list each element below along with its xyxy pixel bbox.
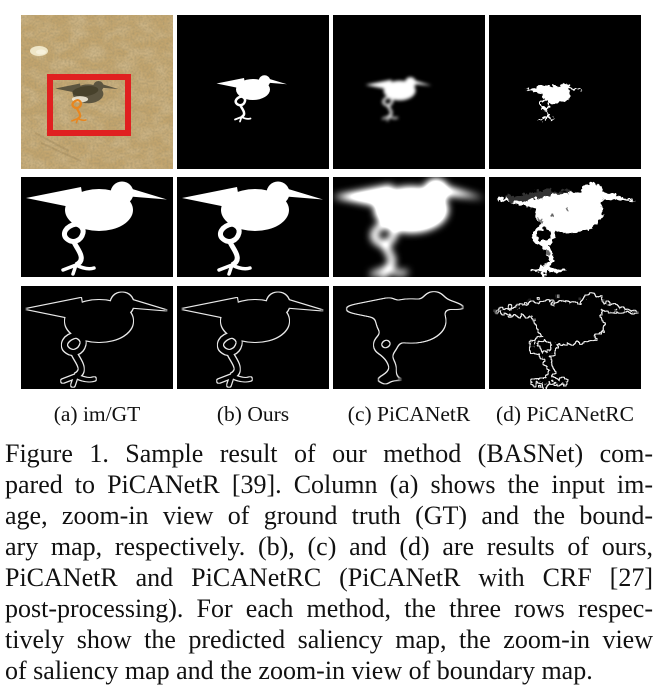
input-image-with-gt-box <box>21 15 173 169</box>
bird-silhouette <box>182 182 323 275</box>
caption-line: post-processing). For each method, the three rows respec- <box>5 594 653 623</box>
column-label-d: (d) PiCANetRC <box>496 402 634 426</box>
boundary-map-gt <box>21 286 173 389</box>
boundary-map-picanetrc <box>489 286 641 389</box>
zoom-saliency-picanetrc <box>489 177 641 277</box>
caption-line: Figure 1. Sample result of our method (BASNet) com- <box>5 439 653 468</box>
boundary-map-ours <box>177 286 329 389</box>
bird-silhouette <box>365 77 431 120</box>
column-label-a: (a) im/GT <box>53 402 141 426</box>
bird-outline <box>494 293 635 386</box>
caption-line: of saliency map and the zoom-in view of boundary map. <box>5 656 593 685</box>
bird-silhouette <box>26 182 167 275</box>
column-label-c: (c) PiCANetR <box>347 402 471 426</box>
bird-silhouette <box>333 179 485 277</box>
column-label-b: (b) Ours <box>216 402 290 426</box>
zoom-saliency-picanetr <box>333 177 485 277</box>
saliency-map-picanetrc <box>489 15 641 169</box>
bird-outline <box>338 293 479 386</box>
figure-caption <box>5 438 653 686</box>
saliency-map-ours <box>177 15 329 169</box>
caption-line: tively show the predicted saliency map, the zoom-in view <box>5 625 653 654</box>
bird-silhouette <box>523 81 582 120</box>
bird-outline <box>26 293 167 386</box>
caption-line: pared to PiCANetR [39]. Column (a) shows the input im- <box>5 470 653 499</box>
caption-line: ary map, respectively. (b), (c) and (d) are results of ours, <box>5 532 653 561</box>
zoom-saliency-gt <box>21 177 173 277</box>
bird-silhouette <box>217 75 288 121</box>
zoom-saliency-ours <box>177 177 329 277</box>
caption-line: PiCANetR and PiCANetRC (PiCANetR with CRF [27] <box>5 563 653 592</box>
boundary-map-picanetr <box>333 286 485 389</box>
caption-line: age, zoom-in view of ground truth (GT) and the bound- <box>5 501 653 530</box>
saliency-map-picanetr <box>333 15 485 169</box>
bird-outline <box>182 293 323 386</box>
